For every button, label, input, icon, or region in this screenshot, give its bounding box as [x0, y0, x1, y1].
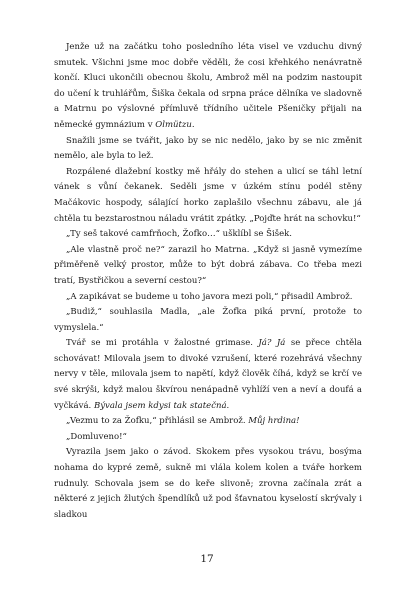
- paragraph: [54, 40, 362, 134]
- text-run: „Budiž,“ souhlasila Madla, „ale Žofka piká první, protože to vymyslela.“: [54, 307, 362, 333]
- paragraph: [54, 445, 362, 523]
- text-run: „Domluveno!“: [66, 431, 127, 442]
- paragraph: [54, 227, 362, 243]
- text-run: „Ty seš takové camfrňoch, Žofko…“ ušklíbl se Šišek.: [66, 229, 293, 240]
- italic-text: Bývala jsem kdysi tak statečná.: [93, 400, 230, 411]
- paragraph: [54, 305, 362, 336]
- text-run: se přece chtěla schovávat! Milovala jsem to divoké vzrušení, které rozehrává všechny nervy v těle, milovala jsem to napětí, když člověk číhá, když se krčí ve své skrýši, když malou škvírou nenápadně vyhlíží ven a neví a doufá a vyčkává.: [54, 338, 362, 411]
- paragraph: [54, 336, 362, 414]
- page-number: 17: [200, 553, 214, 565]
- text-run: Rozpálené dlažební kostky mě hřály do stehen a ulicí se táhl letní vánek s vůní čekanek. Seděli jsme v úzkém stínu podél stěny Mačákovic hospody, sálající horko zaplašilo všechnu zábavu, ale já chtěla tu bezstarostnou náladu vrátit zpátky. „Pojďte hrát na schovku!“: [54, 166, 362, 224]
- paragraph: [54, 290, 362, 306]
- paragraph: [54, 165, 362, 227]
- text-run: Snažili jsme se tvářit, jako by se nic nedělo, jako by se nic změnit nemělo, ale byla to lež.: [54, 135, 362, 162]
- paragraph: [54, 134, 362, 165]
- italic-text: Můj hrdina!: [248, 416, 300, 427]
- italic-text: Já? Já: [258, 338, 286, 349]
- paragraph: [54, 430, 362, 446]
- text-run: „Ale vlastně proč ne?“ zarazil ho Matrna. „Když si jasně vymezíme přiměřeně velký prostor, může to být dobrá zábava. Co třeba mezi tratí, Bystřičkou a severní cestou?“: [54, 244, 362, 286]
- text-run: „Vezmu to za Žofku,“ přihlásil se Ambrož.: [66, 416, 249, 427]
- body-text: [54, 40, 362, 523]
- paragraph: [54, 414, 362, 430]
- text-run: Tvář se mi protáhla v žalostné grimase.: [66, 338, 259, 349]
- text-run: Jenže už na začátku toho posledního léta visel ve vzduchu divný smutek. Všichni jsme moc dobře věděli, že cosi křehkého nenávratně končí. Kluci ukončili obecnou školu, Ambrož měl na podzim nastoupit do učení k truhlářům, Šiška čekala od srpna práce dělníka ve sladovně a Matrnu po výslovné přímluvě třídního učitele Pšeničky přijali na německé gymnázium v: [54, 42, 362, 130]
- italic-text: Olmützu: [155, 119, 192, 130]
- text-run: „A zapikávat se budeme u toho javora mezi poli,“ přisadil Ambrož.: [66, 291, 353, 302]
- text-run: .: [191, 119, 195, 130]
- text-run: Vyrazila jsem jako o závod. Skokem přes vysokou trávu, bosýma nohama do kypré země, sukně mi vlála kolem kolen a tváře horkem rudnuly. Schovala jsem se do keře slivoně; zrovna začínala zrát a některé z jejich žlutých špendlíků už pod šťavnatou kyselostí skrývaly i sladkou: [54, 447, 362, 520]
- paragraph: [54, 243, 362, 290]
